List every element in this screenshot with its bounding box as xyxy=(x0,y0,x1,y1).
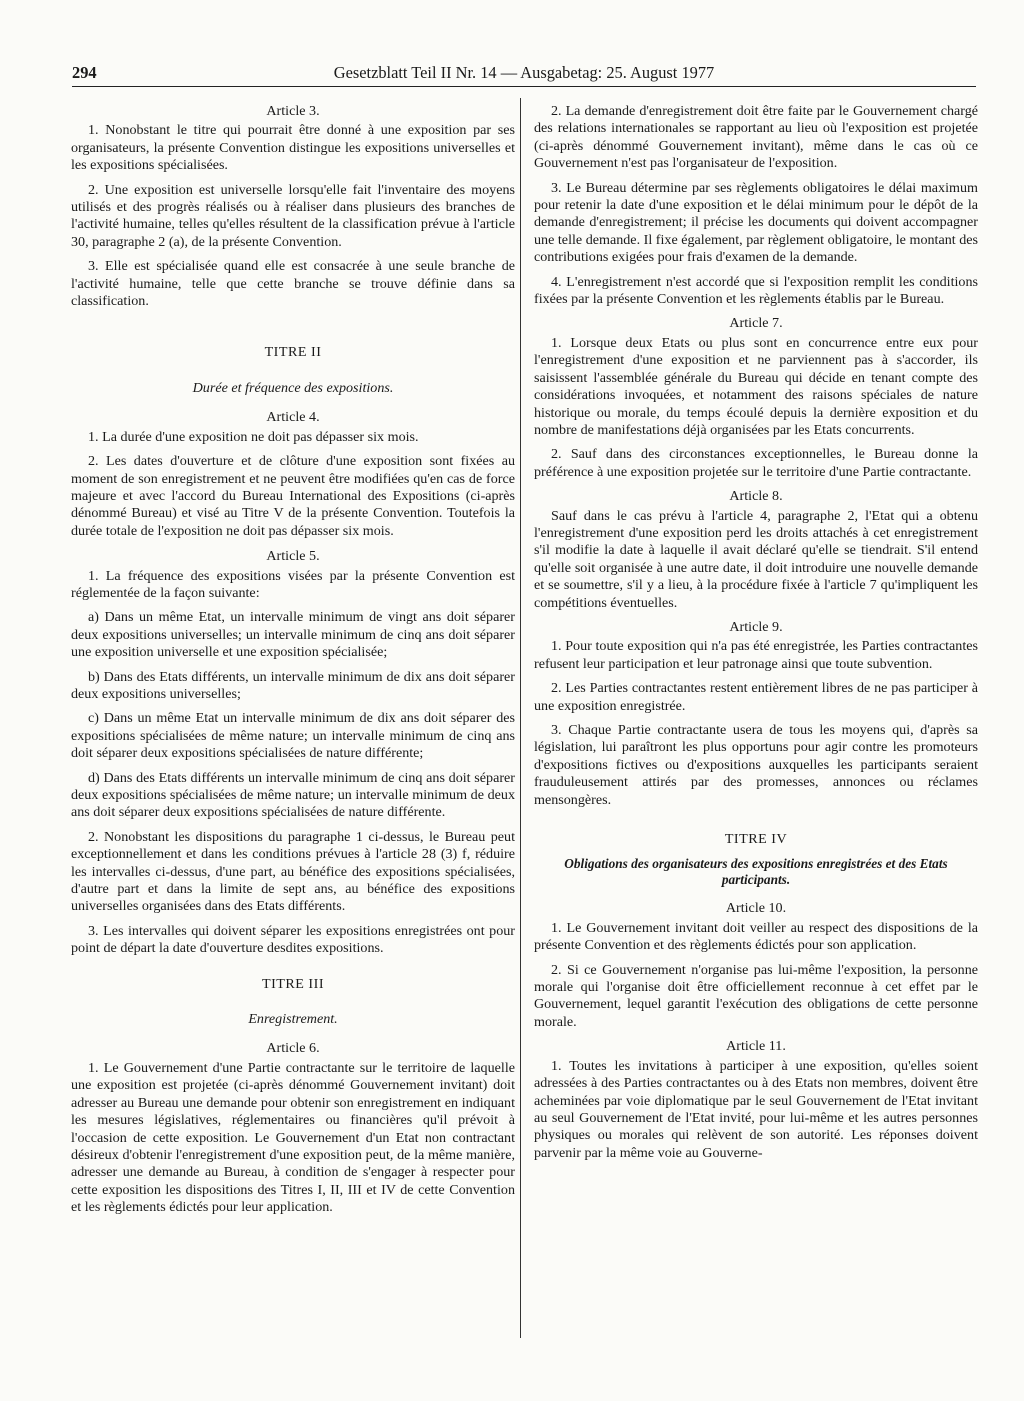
paragraph: 2. Nonobstant les dispositions du paragraphe 1 ci-dessus, le Bureau peut exceptionnellement et dans les conditions prévues à l'article 28 (3) f, réduire les intervalles ci-dessus, d'une part, au bénéfice des expositions spécialisées, d'autre part et dans la limite de sept ans, au bénéfice des expositions universelles organisées dans des Etats différents. xyxy=(71,828,515,915)
paragraph: 1. La durée d'une exposition ne doit pas dépasser six mois. xyxy=(88,428,419,445)
page-header xyxy=(72,60,976,87)
article-heading: Article 8. xyxy=(729,488,783,505)
paragraph: 3. Chaque Partie contractante usera de tous les moyens qui, d'après sa législation, lui paraîtront les plus opportuns pour agir contre les promoteurs d'expositions fictives ou d'expositions auxquelles les participants seraient frauduleusement attirés par des promesses, annonces ou réclames mensongères. xyxy=(534,722,978,808)
paragraph: 2. Les dates d'ouverture et de clôture d'une exposition sont fixées au moment de son enregistrement et ne peuvent être modifiées qu'en cas de force majeure et avec l'accord du Bureau International des Expositions (ci-après dénommé Bureau) et visé au Titre V de la présente Convention. Toutefois la durée totale de l'exposition ne doit pas dépasser six mois. xyxy=(71,453,515,539)
paragraph: 1. Le Gouvernement invitant doit veiller au respect des dispositions de la présente Convention et des règlements édictés pour son application. xyxy=(534,919,978,954)
page-title: Gesetzblatt Teil II Nr. 14 — Ausgabetag: 25. August 1977 xyxy=(333,63,715,82)
paragraph: d) Dans des Etats différents un intervalle minimum de cinq ans doit séparer deux expositions spécialisées de même nature; un intervalle minimum de deux ans doit séparer deux expositions spécialisées de nature différente. xyxy=(71,769,515,821)
titre-heading: TITRE II xyxy=(264,344,322,361)
titre-subtitle: Durée et fréquence des expositions. xyxy=(192,379,394,396)
page-number: 294 xyxy=(72,63,97,82)
titre-subtitle: Obligations des organisateurs des expositions enregistrées et des Etats participants. xyxy=(564,856,948,888)
paragraph: 1. La fréquence des expositions visées par la présente Convention est réglementée de la façon suivante: xyxy=(71,567,515,601)
article-heading: Article 4. xyxy=(266,409,320,426)
paragraph: 1. Le Gouvernement d'une Partie contractante sur le territoire de laquelle une exposition est projetée (ci-après dénommé Gouvernement invitant) doit adresser au Bureau une demande pour obtenir son enregistrement en indiquant les mesures législatives, réglementaires ou financières qu'il prévoit à l'occasion de cette exposition. Le Gouvernement d'un Etat non contractant désireux d'obtenir l'enregistrement d'une exposition peut, de la même manière, adresser une demande au Bureau, à condition de s'engager à respecter pour cette exposition les dispositions des Titres I, II, III et IV de cette Convention et les règlements édictés pour leur application. xyxy=(71,1059,515,1216)
paragraph: a) Dans un même Etat, un intervalle minimum de vingt ans doit séparer deux expositions universelles; un intervalle minimum de cinq ans doit séparer une exposition universelle et une exposition spécialisée; xyxy=(71,609,515,661)
titre-subtitle: Enregistrement. xyxy=(248,1011,338,1028)
paragraph: 2. Sauf dans des circonstances exceptionnelles, le Bureau donne la préférence à une exposition projetée sur le territoire d'une Partie contractante. xyxy=(534,446,978,480)
paragraph: Sauf dans le cas prévu à l'article 4, paragraphe 2, l'Etat qui a obtenu l'enregistrement d'une exposition perd les droits attachés à cet enregistrement s'il modifie la date à laquelle il avait déclaré qu'elle se tiendrait. S'il entend qu'elle soit organisée à une autre date, il doit introduire une nouvelle demande et se soumettre, s'il y a lieu, à la procédure fixée à l'article 7 qu'impliquent les compétitions éventuelles. xyxy=(534,507,978,611)
left-column xyxy=(71,103,515,1224)
article-heading: Article 3. xyxy=(266,103,320,119)
titre-heading: TITRE III xyxy=(261,975,325,992)
paragraph: 2. Une exposition est universelle lorsqu'elle fait l'inventaire des moyens utilisés et des progrès réalisés ou à réaliser dans plusieurs des branches de l'activité humaine, telles qu'elles résultent de la classification prévue à l'article 30, paragraphe 2 (a), de la présente Convention. xyxy=(71,181,515,250)
article-heading: Article 10. xyxy=(725,900,787,917)
column-divider xyxy=(520,98,521,1338)
paragraph: c) Dans un même Etat un intervalle minimum de dix ans doit séparer des expositions spécialisées de même nature; un intervalle minimum de cinq ans doit séparer deux expositions spécialisées de nature différente; xyxy=(71,710,515,762)
titre-heading: TITRE IV xyxy=(724,831,788,848)
paragraph: 3. Les intervalles qui doivent séparer les expositions enregistrées ont pour point de départ la date d'ouverture desdites expositions. xyxy=(71,922,515,957)
article-heading: Article 9. xyxy=(729,618,783,635)
paragraph: 3. Elle est spécialisée quand elle est consacrée à une seule branche de l'activité humaine, telle que cette branche se trouve définie dans sa classification. xyxy=(71,258,515,310)
paragraph: 2. La demande d'enregistrement doit être faite par le Gouvernement chargé des relations internationales se rapportant au lieu où l'exposition est projetée (ci-après dénommé Gouvernement invitant), même dans le cas où ce Gouvernement n'est pas l'organisateur de l'exposition. xyxy=(534,103,978,172)
paragraph: b) Dans des Etats différents, un intervalle minimum de dix ans doit séparer deux expositions universelles; xyxy=(71,668,515,702)
paragraph: 1. Lorsque deux Etats ou plus sont en concurrence entre eux pour l'enregistrement d'une exposition et ne parviennent pas à s'accorder, ils saisissent l'assemblée générale du Bureau qui décide en tenant compte des considérations invoquées, et notamment des raisons spéciales de nature historique ou morale, du temps écoulé depuis la dernière exposition et du nombre de manifestations déjà organisées par les Etats concurrents. xyxy=(534,334,978,438)
paragraph: 4. L'enregistrement n'est accordé que si l'exposition remplit les conditions fixées par la présente Convention et les règlements établis par le Bureau. xyxy=(534,273,978,308)
paragraph: 1. Pour toute exposition qui n'a pas été enregistrée, les Parties contractantes refusent leur participation et leur patronage ainsi que toute subvention. xyxy=(534,638,978,672)
article-heading: Article 7. xyxy=(729,315,783,332)
article-heading: Article 11. xyxy=(726,1038,786,1055)
paragraph: 1. Nonobstant le titre qui pourrait être donné à une exposition par ses organisateurs, la présente Convention distingue les expositions universelles et les expositions spécialisées. xyxy=(71,122,515,174)
right-column xyxy=(534,103,978,1169)
paragraph: 3. Le Bureau détermine par ses règlements obligatoires le délai maximum pour retenir la date d'une exposition et le délai minimum pour le dépôt de la demande d'enregistrement; il précise les documents qui doivent accompagner une telle demande. Il fixe également, par règlement obligatoire, le montant des contributions exigées pour frais d'examen de la demande. xyxy=(534,179,978,266)
paragraph: 2. Les Parties contractantes restent entièrement libres de ne pas participer à une exposition enregistrée. xyxy=(534,680,978,714)
paragraph: 2. Si ce Gouvernement n'organise pas lui-même l'exposition, la personne morale qui l'organise doit être officiellement reconnue à cet effet par le Gouvernement, lequel garantit l'exécution des obligations de cette personne morale. xyxy=(534,961,978,1030)
article-heading: Article 6. xyxy=(266,1040,320,1057)
paragraph: 1. Toutes les invitations à participer à une exposition, qu'elles soient adressées à des Parties contractantes ou à des Etats non membres, doivent être acheminées par voie diplomatique par le seul Gouvernement de l'Etat invitant au seul Gouvernement de l'Etat invité, pour lui-même et les autres personnes physiques ou morales qui relèvent de son autorité. Les réponses doivent parvenir par la même voie au Gouverne- xyxy=(534,1057,978,1161)
article-heading: Article 5. xyxy=(266,548,320,565)
